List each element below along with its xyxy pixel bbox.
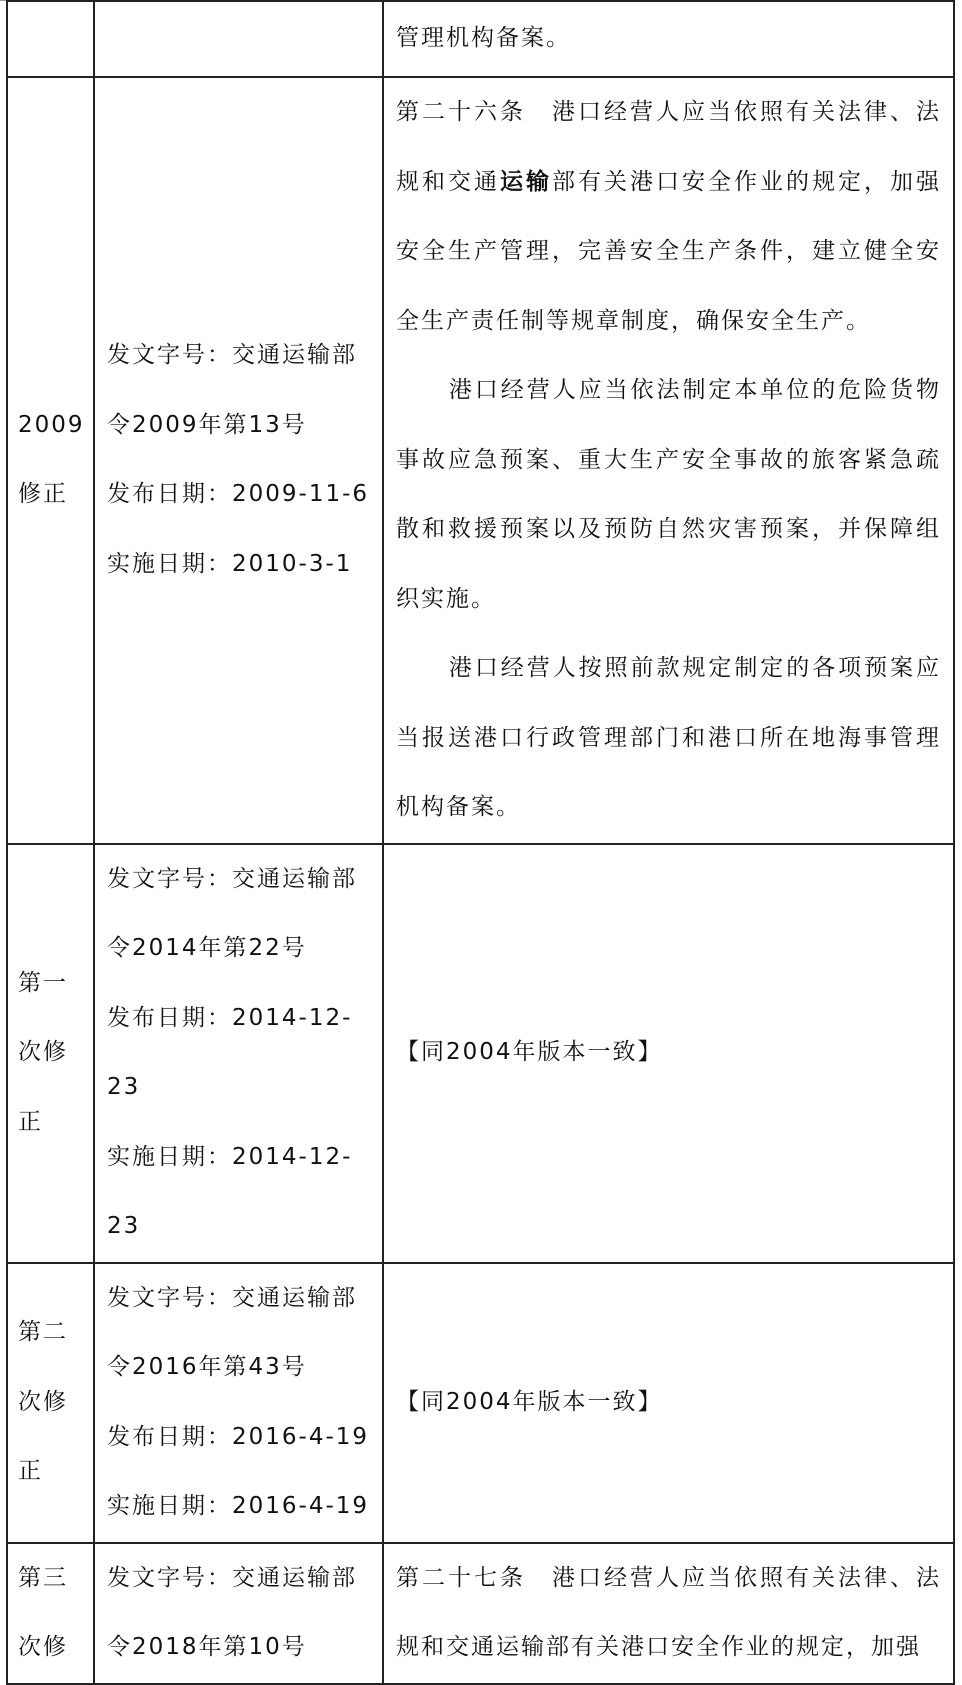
version-cell: 第二次修正: [7, 1263, 94, 1543]
effective-date: 实施日期：2014-12-23: [107, 1143, 353, 1239]
version-cell: [7, 1, 94, 77]
table-row: [7, 1, 954, 77]
version-cell: 第一次修正: [7, 844, 94, 1263]
content-cell: [383, 844, 954, 1263]
table-row: [7, 1543, 954, 1684]
version-cell: 2009修正: [7, 77, 94, 844]
effective-date: 实施日期：2010-3-1: [107, 550, 353, 577]
content-paragraph: 港口经营人按照前款规定制定的各项预案应当报送港口行政管理部门和港口所在地海事管理机构备案。: [396, 655, 941, 820]
publish-date: 发布日期：2009-11-6: [107, 481, 370, 508]
document-info-cell: [94, 77, 383, 844]
document-info-cell: [94, 1543, 383, 1684]
content-cell: [383, 1, 954, 77]
article-paragraph: 第二十六条 港口经营人应当依照有关法律、法规和交通运输部有关港口安全作业的规定，加强安全生产管理，完善安全生产条件，建立健全安全生产责任制等规章制度，确保安全生产。: [396, 99, 941, 334]
table-row: [7, 844, 954, 1263]
publish-date: 发布日期：2014-12-23: [107, 1004, 353, 1100]
document-info-cell: [94, 1263, 383, 1543]
doc-number: 发文字号：交通运输部令2009年第13号: [107, 342, 357, 438]
content-paragraph: 港口经营人应当依法制定本单位的危险货物事故应急预案、重大生产安全事故的旅客紧急疏散和救援预案以及预防自然灾害预案，并保障组织实施。: [396, 377, 941, 612]
publish-date: 发布日期：2016-4-19: [107, 1423, 370, 1450]
doc-number: 发文字号：交通运输部令2014年第22号: [107, 865, 357, 961]
table-row: [7, 1263, 954, 1543]
content-paragraph: 管理机构备案。: [396, 25, 571, 52]
content-cell: [383, 77, 954, 844]
content-paragraph: 【同2004年版本一致】: [396, 1039, 663, 1066]
version-cell: 第三次修: [7, 1543, 94, 1684]
document-info-cell: [94, 1, 383, 77]
content-cell: [383, 1543, 954, 1684]
doc-number: 发文字号：交通运输部令2016年第43号: [107, 1284, 357, 1380]
bold-emphasis: 运输: [500, 168, 552, 195]
revision-table: [6, 0, 955, 1685]
document-info-cell: [94, 844, 383, 1263]
effective-date: 实施日期：2016-4-19: [107, 1493, 370, 1519]
content-paragraph: 第二十七条 港口经营人应当依照有关法律、法规和交通运输部有关港口安全作业的规定，加强: [396, 1564, 941, 1660]
doc-number: 发文字号：交通运输部令2018年第10号: [107, 1564, 357, 1660]
table-row: [7, 77, 954, 844]
content-paragraph: 【同2004年版本一致】: [396, 1388, 663, 1415]
content-cell: [383, 1263, 954, 1543]
